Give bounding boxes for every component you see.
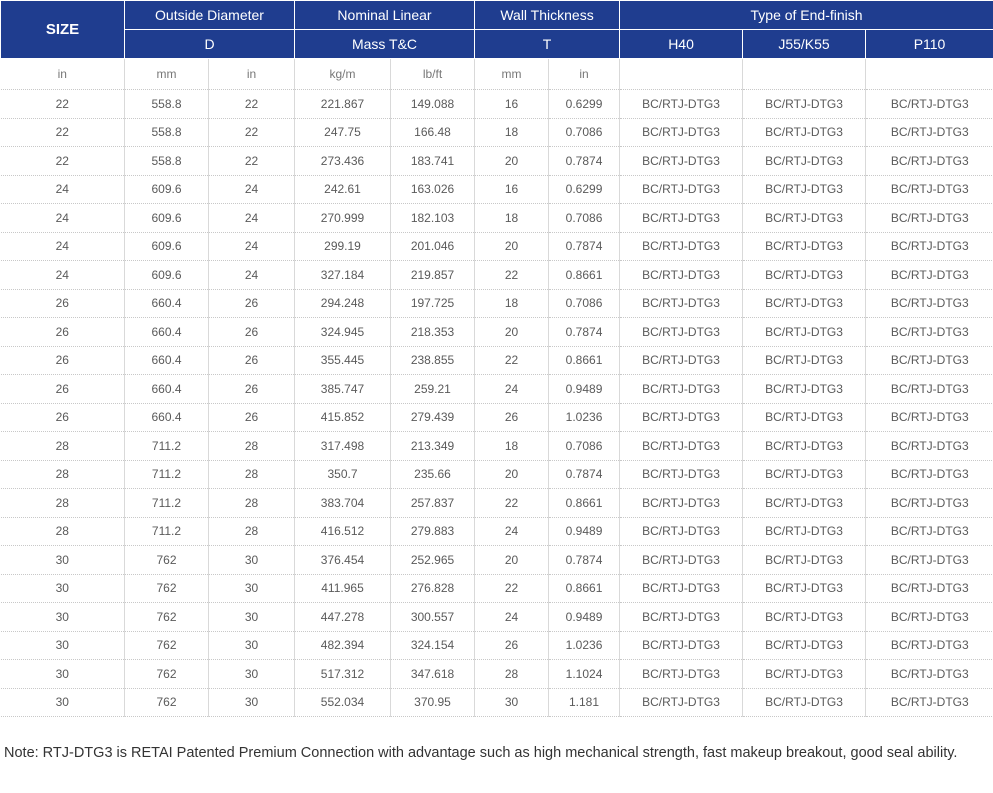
header-p110: P110	[866, 30, 993, 59]
table-cell: 30	[1, 660, 125, 689]
table-cell: 376.454	[295, 546, 391, 575]
table-cell: 270.999	[295, 204, 391, 233]
table-cell: 660.4	[125, 403, 209, 432]
table-cell: BC/RTJ-DTG3	[620, 204, 743, 233]
table-cell: 252.965	[391, 546, 475, 575]
table-cell: BC/RTJ-DTG3	[866, 403, 993, 432]
table-cell: 0.9489	[549, 517, 620, 546]
table-row	[1, 631, 993, 660]
table-cell: BC/RTJ-DTG3	[743, 175, 866, 204]
table-cell: 24	[1, 232, 125, 261]
table-cell: BC/RTJ-DTG3	[743, 318, 866, 347]
table-row	[1, 118, 993, 147]
unit-cell	[620, 59, 743, 90]
table-cell: 552.034	[295, 688, 391, 717]
table-cell: 28	[1, 432, 125, 461]
table-cell: 26	[209, 318, 295, 347]
table-cell: 660.4	[125, 346, 209, 375]
table-cell: 324.154	[391, 631, 475, 660]
table-cell: 0.7086	[549, 118, 620, 147]
table-cell: 30	[209, 603, 295, 632]
table-cell: 0.8661	[549, 574, 620, 603]
table-row	[1, 546, 993, 575]
table-cell: 762	[125, 688, 209, 717]
table-cell: 22	[1, 118, 125, 147]
table-cell: 213.349	[391, 432, 475, 461]
table-cell: BC/RTJ-DTG3	[866, 603, 993, 632]
table-cell: BC/RTJ-DTG3	[743, 204, 866, 233]
table-cell: 30	[1, 688, 125, 717]
table-cell: 18	[475, 204, 549, 233]
table-row	[1, 489, 993, 518]
table-cell: BC/RTJ-DTG3	[743, 517, 866, 546]
table-cell: 1.0236	[549, 631, 620, 660]
table-cell: 238.855	[391, 346, 475, 375]
table-cell: 347.618	[391, 660, 475, 689]
table-cell: BC/RTJ-DTG3	[866, 261, 993, 290]
table-cell: BC/RTJ-DTG3	[620, 261, 743, 290]
table-cell: 447.278	[295, 603, 391, 632]
table-row	[1, 346, 993, 375]
table-cell: 16	[475, 90, 549, 119]
table-cell: 411.965	[295, 574, 391, 603]
table-cell: 26	[209, 403, 295, 432]
header-d: D	[125, 30, 295, 59]
table-cell: 762	[125, 546, 209, 575]
table-cell: 235.66	[391, 460, 475, 489]
table-cell: 0.7874	[549, 147, 620, 176]
table-cell: 219.857	[391, 261, 475, 290]
header-row-2	[1, 30, 993, 59]
unit-cell	[866, 59, 993, 90]
table-cell: 558.8	[125, 90, 209, 119]
table-cell: BC/RTJ-DTG3	[743, 118, 866, 147]
table-cell: BC/RTJ-DTG3	[866, 147, 993, 176]
table-cell: BC/RTJ-DTG3	[743, 489, 866, 518]
table-cell: 0.7874	[549, 460, 620, 489]
table-cell: 257.837	[391, 489, 475, 518]
table-cell: 327.184	[295, 261, 391, 290]
table-cell: 0.9489	[549, 375, 620, 404]
table-cell: 24	[209, 261, 295, 290]
unit-cell: in	[209, 59, 295, 90]
table-cell: BC/RTJ-DTG3	[866, 204, 993, 233]
table-cell: 0.7874	[549, 546, 620, 575]
table-cell: 0.6299	[549, 90, 620, 119]
table-cell: 30	[209, 574, 295, 603]
table-cell: BC/RTJ-DTG3	[743, 375, 866, 404]
table-cell: 558.8	[125, 147, 209, 176]
table-cell: 259.21	[391, 375, 475, 404]
table-cell: 660.4	[125, 318, 209, 347]
table-cell: BC/RTJ-DTG3	[620, 118, 743, 147]
table-cell: 30	[209, 660, 295, 689]
table-cell: BC/RTJ-DTG3	[743, 460, 866, 489]
table-cell: 247.75	[295, 118, 391, 147]
table-row	[1, 460, 993, 489]
table-cell: 276.828	[391, 574, 475, 603]
table-cell: 273.436	[295, 147, 391, 176]
table-cell: 22	[475, 261, 549, 290]
unit-cell: lb/ft	[391, 59, 475, 90]
table-cell: 242.61	[295, 175, 391, 204]
table-cell: 609.6	[125, 175, 209, 204]
unit-cell: mm	[125, 59, 209, 90]
table-row	[1, 432, 993, 461]
table-cell: 24	[1, 261, 125, 290]
table-row	[1, 261, 993, 290]
table-cell: BC/RTJ-DTG3	[743, 688, 866, 717]
table-cell: 324.945	[295, 318, 391, 347]
table-cell: BC/RTJ-DTG3	[743, 232, 866, 261]
table-cell: 30	[475, 688, 549, 717]
table-cell: 762	[125, 660, 209, 689]
table-cell: 197.725	[391, 289, 475, 318]
header-size: SIZE	[1, 1, 125, 59]
table-cell: 711.2	[125, 517, 209, 546]
table-cell: 24	[475, 603, 549, 632]
table-header	[1, 1, 993, 59]
header-wall-thickness: Wall Thickness	[475, 1, 620, 30]
table-cell: BC/RTJ-DTG3	[866, 232, 993, 261]
table-cell: BC/RTJ-DTG3	[620, 603, 743, 632]
table-cell: BC/RTJ-DTG3	[866, 631, 993, 660]
footnote: Note: RTJ-DTG3 is RETAI Patented Premium Connection with advantage such as high mechanical strength, fast makeup breakout, good seal ability.	[4, 745, 958, 761]
table-cell: 30	[1, 574, 125, 603]
table-cell: BC/RTJ-DTG3	[866, 118, 993, 147]
table-cell: 1.181	[549, 688, 620, 717]
table-cell: 350.7	[295, 460, 391, 489]
table-cell: 163.026	[391, 175, 475, 204]
table-cell: 22	[475, 489, 549, 518]
table-cell: 558.8	[125, 118, 209, 147]
table-cell: BC/RTJ-DTG3	[866, 289, 993, 318]
table-cell: BC/RTJ-DTG3	[620, 432, 743, 461]
table-body	[1, 59, 993, 717]
table-cell: 26	[475, 403, 549, 432]
table-cell: 0.7874	[549, 232, 620, 261]
table-cell: BC/RTJ-DTG3	[620, 346, 743, 375]
table-cell: 609.6	[125, 232, 209, 261]
table-cell: 22	[1, 147, 125, 176]
header-end-finish: Type of End-finish	[620, 1, 993, 30]
table-cell: 20	[475, 546, 549, 575]
header-j55-k55: J55/K55	[743, 30, 866, 59]
table-cell: 30	[209, 688, 295, 717]
table-cell: 482.394	[295, 631, 391, 660]
header-outside-diameter: Outside Diameter	[125, 1, 295, 30]
table-row	[1, 147, 993, 176]
table-cell: 18	[475, 432, 549, 461]
table-row	[1, 660, 993, 689]
table-cell: BC/RTJ-DTG3	[620, 318, 743, 347]
table-cell: 609.6	[125, 261, 209, 290]
table-cell: BC/RTJ-DTG3	[620, 546, 743, 575]
table-cell: 28	[209, 432, 295, 461]
table-cell: 28	[1, 460, 125, 489]
table-cell: 26	[1, 375, 125, 404]
table-cell: 609.6	[125, 204, 209, 233]
table-cell: 317.498	[295, 432, 391, 461]
table-row	[1, 232, 993, 261]
table-cell: 0.7086	[549, 204, 620, 233]
table-cell: 299.19	[295, 232, 391, 261]
table-cell: BC/RTJ-DTG3	[866, 489, 993, 518]
header-t: T	[475, 30, 620, 59]
table-cell: 0.8661	[549, 489, 620, 518]
table-cell: BC/RTJ-DTG3	[620, 688, 743, 717]
table-cell: BC/RTJ-DTG3	[866, 175, 993, 204]
table-cell: 1.0236	[549, 403, 620, 432]
table-row	[1, 403, 993, 432]
table-cell: 166.48	[391, 118, 475, 147]
table-cell: 415.852	[295, 403, 391, 432]
table-cell: 22	[1, 90, 125, 119]
table-cell: 149.088	[391, 90, 475, 119]
table-cell: 711.2	[125, 432, 209, 461]
table-cell: 0.6299	[549, 175, 620, 204]
table-cell: 711.2	[125, 460, 209, 489]
table-cell: BC/RTJ-DTG3	[866, 688, 993, 717]
header-h40: H40	[620, 30, 743, 59]
table-row	[1, 289, 993, 318]
table-cell: BC/RTJ-DTG3	[620, 232, 743, 261]
table-cell: BC/RTJ-DTG3	[620, 631, 743, 660]
table-cell: 416.512	[295, 517, 391, 546]
table-cell: 279.883	[391, 517, 475, 546]
table-cell: BC/RTJ-DTG3	[620, 403, 743, 432]
table-cell: BC/RTJ-DTG3	[866, 318, 993, 347]
table-cell: 0.7086	[549, 432, 620, 461]
unit-cell: in	[549, 59, 620, 90]
table-row	[1, 375, 993, 404]
table-cell: BC/RTJ-DTG3	[743, 346, 866, 375]
table-cell: BC/RTJ-DTG3	[743, 660, 866, 689]
table-cell: 30	[1, 603, 125, 632]
table-cell: 0.8661	[549, 261, 620, 290]
table-cell: BC/RTJ-DTG3	[743, 631, 866, 660]
table-cell: BC/RTJ-DTG3	[620, 489, 743, 518]
table-cell: 22	[209, 147, 295, 176]
table-cell: 294.248	[295, 289, 391, 318]
table-cell: 22	[475, 574, 549, 603]
table-cell: 28	[475, 660, 549, 689]
table-cell: 24	[209, 232, 295, 261]
table-cell: 355.445	[295, 346, 391, 375]
table-cell: 300.557	[391, 603, 475, 632]
table-cell: BC/RTJ-DTG3	[866, 432, 993, 461]
table-cell: BC/RTJ-DTG3	[743, 403, 866, 432]
table-cell: 660.4	[125, 375, 209, 404]
table-cell: BC/RTJ-DTG3	[866, 574, 993, 603]
table-cell: BC/RTJ-DTG3	[743, 546, 866, 575]
table-cell: 18	[475, 118, 549, 147]
table-cell: 30	[1, 631, 125, 660]
table-row	[1, 517, 993, 546]
table-cell: 26	[209, 289, 295, 318]
table-cell: BC/RTJ-DTG3	[743, 147, 866, 176]
table-cell: 182.103	[391, 204, 475, 233]
unit-cell: mm	[475, 59, 549, 90]
table-cell: BC/RTJ-DTG3	[743, 90, 866, 119]
table-cell: BC/RTJ-DTG3	[620, 460, 743, 489]
table-cell: 20	[475, 232, 549, 261]
table-cell: 24	[1, 204, 125, 233]
table-cell: BC/RTJ-DTG3	[866, 546, 993, 575]
unit-cell: kg/m	[295, 59, 391, 90]
unit-cell: in	[1, 59, 125, 90]
table-cell: BC/RTJ-DTG3	[743, 261, 866, 290]
table-cell: BC/RTJ-DTG3	[743, 574, 866, 603]
table-cell: 28	[1, 489, 125, 518]
table-cell: BC/RTJ-DTG3	[866, 660, 993, 689]
table-cell: BC/RTJ-DTG3	[620, 90, 743, 119]
table-cell: 28	[209, 517, 295, 546]
table-cell: 0.7086	[549, 289, 620, 318]
table-cell: 24	[1, 175, 125, 204]
table-cell: 201.046	[391, 232, 475, 261]
table-cell: 24	[209, 175, 295, 204]
table-cell: 0.9489	[549, 603, 620, 632]
unit-cell	[743, 59, 866, 90]
table-cell: BC/RTJ-DTG3	[866, 346, 993, 375]
table-cell: BC/RTJ-DTG3	[620, 517, 743, 546]
table-cell: 30	[1, 546, 125, 575]
table-cell: 1.1024	[549, 660, 620, 689]
table-cell: 221.867	[295, 90, 391, 119]
table-cell: BC/RTJ-DTG3	[620, 574, 743, 603]
table-cell: 28	[209, 489, 295, 518]
header-nominal-linear: Nominal Linear	[295, 1, 475, 30]
table-cell: BC/RTJ-DTG3	[620, 375, 743, 404]
table-cell: 26	[475, 631, 549, 660]
table-row	[1, 603, 993, 632]
table-cell: 26	[209, 346, 295, 375]
table-cell: 20	[475, 318, 549, 347]
table-cell: 0.7874	[549, 318, 620, 347]
table-row	[1, 688, 993, 717]
table-cell: BC/RTJ-DTG3	[620, 175, 743, 204]
table-cell: 22	[209, 90, 295, 119]
table-cell: 20	[475, 460, 549, 489]
table-cell: 660.4	[125, 289, 209, 318]
table-cell: 28	[1, 517, 125, 546]
table-cell: 26	[209, 375, 295, 404]
table-cell: 18	[475, 289, 549, 318]
table-cell: 711.2	[125, 489, 209, 518]
table-cell: 20	[475, 147, 549, 176]
table-row	[1, 318, 993, 347]
units-row	[1, 59, 993, 90]
table-cell: BC/RTJ-DTG3	[866, 90, 993, 119]
table-cell: 26	[1, 289, 125, 318]
table-cell: 30	[209, 546, 295, 575]
table-cell: 22	[475, 346, 549, 375]
table-cell: BC/RTJ-DTG3	[620, 147, 743, 176]
table-row	[1, 574, 993, 603]
table-cell: 218.353	[391, 318, 475, 347]
table-cell: 28	[209, 460, 295, 489]
table-cell: 385.747	[295, 375, 391, 404]
table-cell: 26	[1, 318, 125, 347]
header-row-1	[1, 1, 993, 30]
table-cell: 517.312	[295, 660, 391, 689]
table-cell: 370.95	[391, 688, 475, 717]
table-cell: 383.704	[295, 489, 391, 518]
table-cell: BC/RTJ-DTG3	[866, 375, 993, 404]
table-cell: 24	[475, 375, 549, 404]
table-cell: 30	[209, 631, 295, 660]
table-cell: BC/RTJ-DTG3	[743, 432, 866, 461]
table-cell: 762	[125, 603, 209, 632]
table-cell: 24	[209, 204, 295, 233]
table-cell: BC/RTJ-DTG3	[620, 660, 743, 689]
table-row	[1, 204, 993, 233]
table-cell: 16	[475, 175, 549, 204]
table-cell: 183.741	[391, 147, 475, 176]
table-cell: 26	[1, 346, 125, 375]
table-cell: BC/RTJ-DTG3	[866, 517, 993, 546]
table-cell: 24	[475, 517, 549, 546]
table-cell: 0.8661	[549, 346, 620, 375]
table-cell: 22	[209, 118, 295, 147]
table-cell: 26	[1, 403, 125, 432]
table-cell: BC/RTJ-DTG3	[620, 289, 743, 318]
table-row	[1, 175, 993, 204]
table-cell: 762	[125, 631, 209, 660]
table-cell: BC/RTJ-DTG3	[743, 603, 866, 632]
table-cell: 279.439	[391, 403, 475, 432]
table-cell: BC/RTJ-DTG3	[743, 289, 866, 318]
table-row	[1, 90, 993, 119]
table-cell: 762	[125, 574, 209, 603]
table-cell: BC/RTJ-DTG3	[866, 460, 993, 489]
header-mass: Mass T&C	[295, 30, 475, 59]
